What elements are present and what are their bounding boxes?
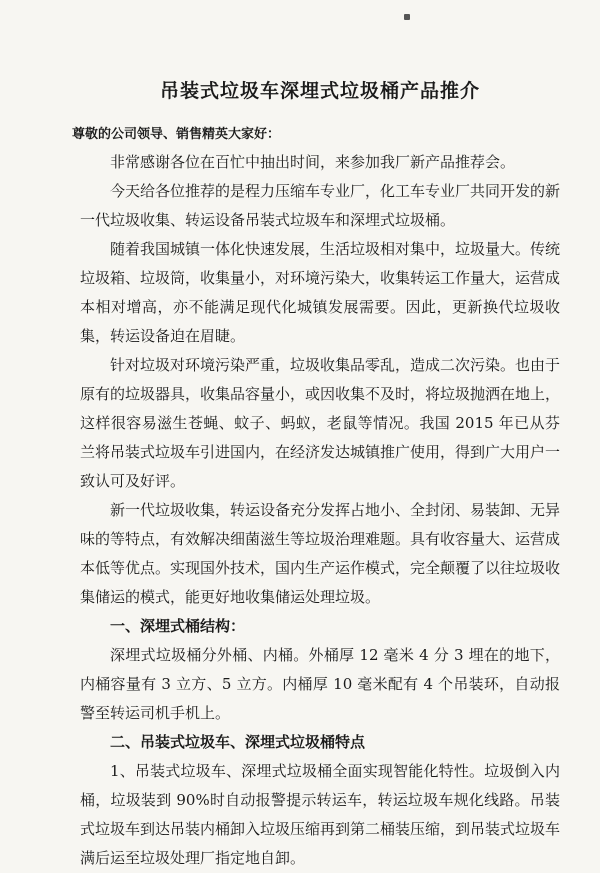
- paragraph-2: 今天给各位推荐的是程力压缩车专业厂，化工车专业厂共同开发的新一代垃圾收集、转运设备吊装式垃圾车和深埋式垃圾桶。: [80, 182, 561, 229]
- section-1-text: 深埋式垃圾桶分外桶、内桶。外桶厚 12 毫米 4 分 3 埋在的地下，内桶容量有 3 立方、5 立方。内桶厚 10 毫米配有 4 个吊装环，自动报警至转运司机手机上。: [80, 646, 560, 722]
- paragraph-4: 针对垃圾对环境污染严重，垃圾收集品零乱，造成二次污染。也由于原有的垃圾器具，收集品容量小，或因收集不及时，将垃圾抛洒在地上，这样很容易滋生苍蝇、蚊子、蚂蚁，老鼠等情况。我国 2015 年已从芬兰将吊装式垃圾车引进国内，在经济发达城镇推广使用，得到广大用户一致认可及好评。: [80, 356, 561, 490]
- scan-mark: [404, 14, 410, 20]
- paragraph-5: 新一代垃圾收集，转运设备充分发挥占地小、全封闭、易装卸、无异味的等特点，有效解决细菌滋生等垃圾治理难题。具有收容量大、运营成本低等优点。实现国外技术，国内生产运作模式，完全颠覆了以往垃圾收集储运的模式，能更好地收集储运处理垃圾。: [80, 501, 561, 606]
- section-1-heading: 一、深埋式桶结构：: [110, 617, 246, 635]
- salutation: 尊敬的公司领导、销售精英大家好：: [72, 127, 281, 142]
- paragraph-1: 非常感谢各位在百忙中抽出时间，来参加我厂新产品推荐会。: [110, 153, 516, 171]
- section-2-text: 1、吊装式垃圾车、深埋式垃圾桶全面实现智能化特性。垃圾倒入内桶，垃圾装到 90%时自动报警提示转运车，转运垃圾车规化线路。吊装式垃圾车到达吊装内桶卸入垃圾压缩再到第二桶装压缩，到吊装式垃圾车满后运至垃圾处理厂指定地自卸。: [80, 762, 561, 867]
- document-title: 吊装式垃圾车深埋式垃圾桶产品推介: [159, 80, 480, 102]
- paragraph-3: 随着我国城镇一体化快速发展，生活垃圾相对集中，垃圾量大。传统垃圾箱、垃圾筒，收集量小，对环境污染大，收集转运工作量大，运营成本相对增高，亦不能满足现代化城镇发展需要。因此，更新换代垃圾收集，转运设备迫在眉睫。: [80, 240, 561, 345]
- section-2-heading: 二、吊装式垃圾车、深埋式垃圾桶特点: [110, 733, 366, 751]
